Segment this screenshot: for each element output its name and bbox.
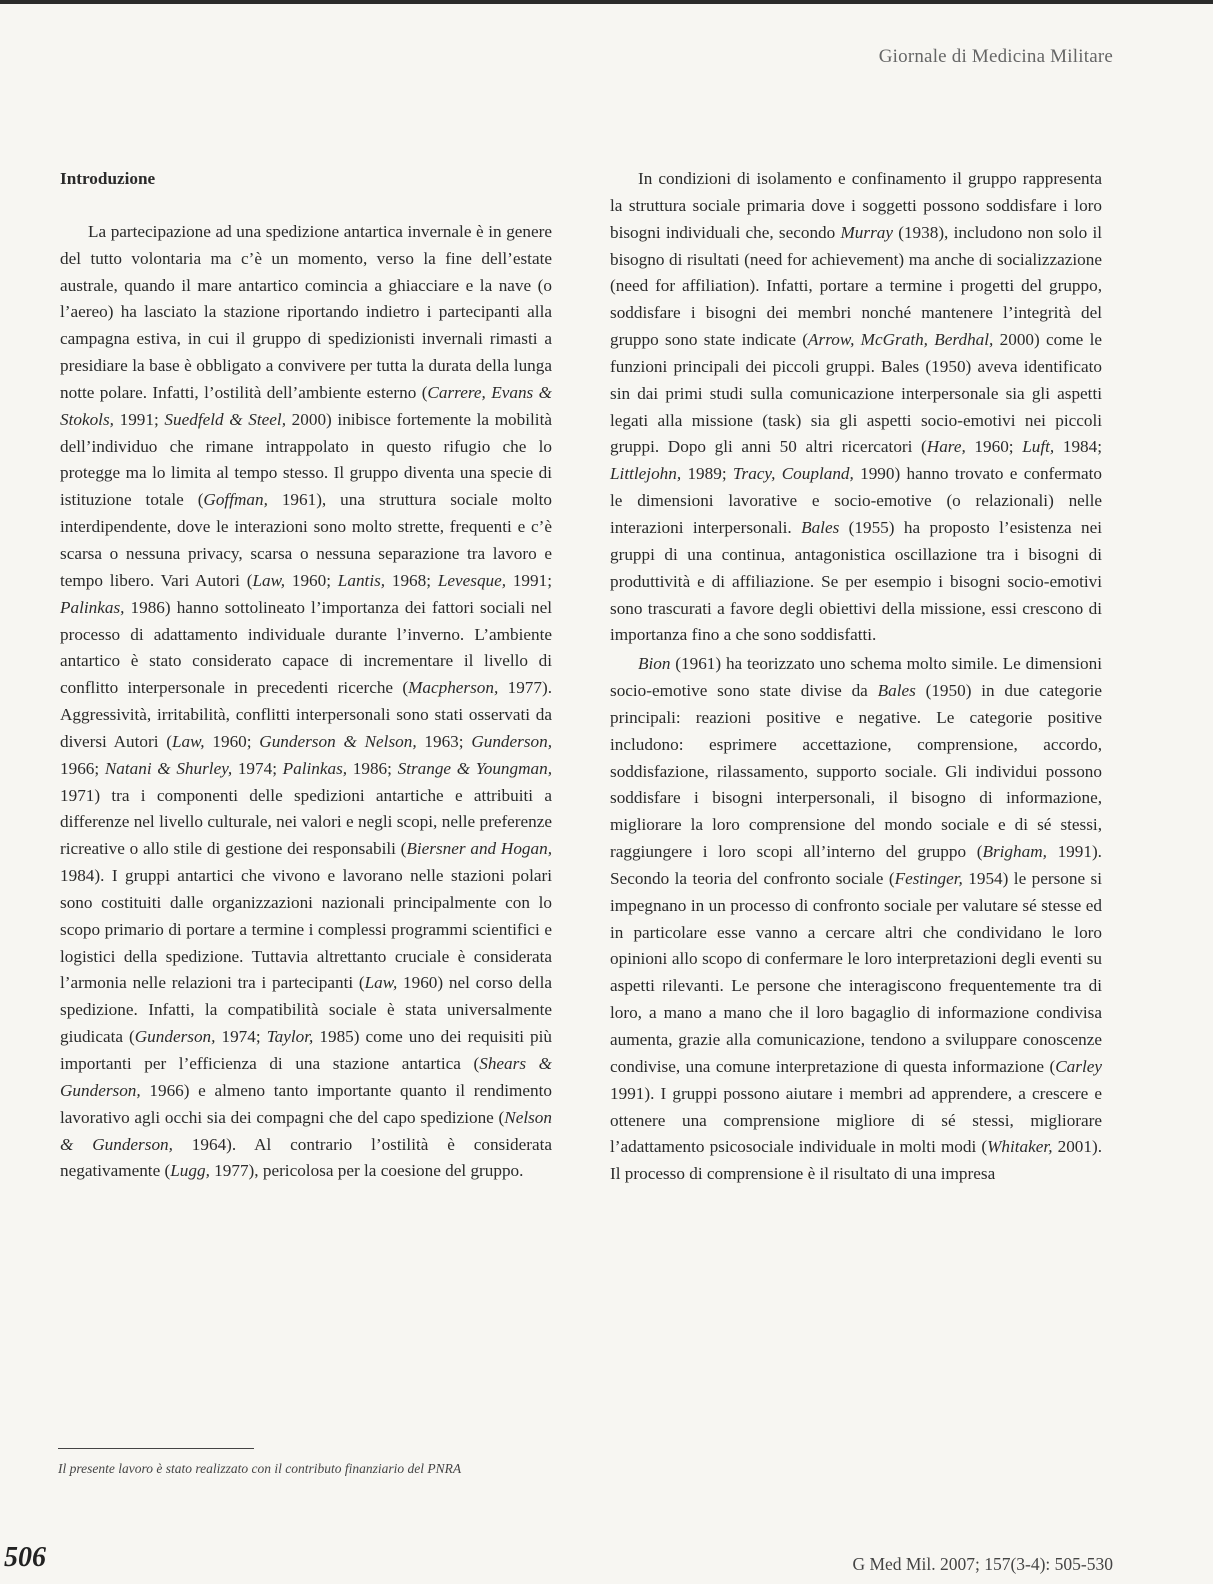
citation-author: Goffman, (203, 490, 268, 510)
citation-author: Festinger, (894, 868, 963, 888)
text-run: 1960; (965, 437, 1023, 457)
text-run: 1968; (385, 570, 438, 590)
citation-author: Tracy, Coupland, (732, 464, 854, 484)
text-run: 1990) hanno trovato e confermato le dimensioni lavorative e socio-emotive (o relazionali) nelle interazioni interpersonali. (610, 464, 1102, 537)
citation-author: Whitaker, (987, 1137, 1053, 1157)
text-run: (1950) in due categorie principali: reazioni positive e negative. Le categorie positive includono: esprimere accettazione, comprensione, accordo, soddisfazione, rilassamento, supporto sociale. Gli individui possono soddisfare i bisogni interpersonali, il bisogno di informazione, migliorare la loro comprensione del mondo sociale e di sé stessi, raggiungere i loro scopi all’interno del gruppo ( (610, 681, 1102, 862)
citation-author: Gunderson, (471, 731, 552, 751)
text-run: 1991). I gruppi possono aiutare i membri ad apprendere, a crescere e ottenere una comprensione migliore di sé stessi, migliorare l’adattamento psicosociale individuale in molti modi ( (610, 1083, 1102, 1157)
citation-author: Brigham, (982, 842, 1047, 862)
text-run: 1963; (416, 731, 472, 751)
footnote: Il presente lavoro è stato realizzato con il contributo finanziario del PNRA (58, 1461, 462, 1476)
journal-citation: G Med Mil. 2007; 157(3-4): 505-530 (852, 1554, 1113, 1574)
text-run: (1961) ha teorizzato uno schema molto simile. Le dimensioni socio-emotive sono state divise da (610, 654, 1102, 701)
citation-author: Littlejohn, (610, 464, 682, 484)
citation-author: Murray (840, 222, 893, 242)
paragraph (610, 651, 1102, 1188)
text-run: 1989; (681, 464, 733, 484)
text-run: 1977), pericolosa per la coesione del gruppo. (209, 1161, 524, 1181)
citation-author: Macpherson, (408, 678, 499, 698)
citation-author: Bales (877, 681, 916, 701)
citation-author: Lugg, (170, 1161, 210, 1181)
text-run: 1954) le persone si impegnano in un processo di confronto sociale per valutare sé stesse ed in particolare esse vanno a cercare altri che condividano le loro opinioni allo scopo di confermare le loro interpretazioni degli eventi su aspetti rilevanti. Le persone che interagiscono frequentemente tra di loro, a mano a mano che il loro bagaglio di informazione condivisa aumenta, grazie alla comunicazione, tendono a sviluppare conoscenze condivise, una comune interpretazione di questa informazione ( (610, 868, 1102, 1076)
citation-author: Carrere, Evans & Stokols, (60, 382, 552, 429)
citation-author: Luft, (1022, 437, 1055, 457)
text-run: 1985) come uno dei requisiti più importanti per l’efficienza di una stazione antartica ( (60, 1027, 553, 1073)
text-run: 1984). I gruppi antartici che vivono e lavorano nelle stazioni polari sono costituiti dalle organizzazioni nazionali principalmente con lo scopo primario di portare a termine i complessi programmi scientifici e logistici della spedizione. Tuttavia altrettanto cruciale è considerata l’armonia nelle relazioni tra i partecipanti ( (60, 866, 552, 993)
page-number: 506 (4, 1542, 46, 1573)
text-run: 2000) inibisce fortemente la mobilità dell’individuo che rimane intrappolato in questo rifugio che lo protegge ma lo limita al tempo stesso. Il gruppo diventa una specie di istituzione totale ( (60, 409, 552, 510)
text-run: 1971) tra i componenti delle spedizioni antartiche e attribuiti a differenze nel livello culturale, nei valori e negli scopi, nelle preferenze ricreative o allo stile di gestione dei responsabili ( (60, 785, 552, 859)
citation-author: Law, (252, 570, 286, 590)
text-run: 1966) e almeno tanto importante quanto il rendimento lavorativo agli occhi sia dei compagni che del capo spedizione ( (60, 1080, 552, 1127)
text-run: 1974; (215, 1027, 267, 1047)
citation-author: Suedfeld & Steel, (164, 409, 286, 429)
right-column (610, 166, 1102, 1188)
paragraph (610, 166, 1102, 649)
section-title: Introduzione (60, 169, 156, 188)
paragraph (60, 219, 552, 1185)
citation-author: Law, (171, 731, 205, 751)
text-run: (1955) ha proposto l’esistenza nei gruppi di una continua, antagonistica oscillazione tra i bisogni di produttività e di affiliazione. Se per esempio i bisogni socio-emotivi sono trascurati a favore degli obiettivi della missione, essi crescono di importanza fino a che sono soddisfatti. (610, 517, 1103, 645)
citation-author: Shears & Gunderson, (60, 1054, 552, 1100)
text-run: 1960; (204, 731, 260, 751)
citation-author: Natani & Shurley, (104, 758, 233, 778)
citation-author: Lantis, (337, 570, 386, 590)
text-run: 1964). Al contrario l’ostilità è considerata negativamente ( (60, 1134, 553, 1181)
text-run: 1960; (285, 570, 338, 590)
citation-author: Biersner and Hogan, (406, 839, 552, 859)
text-run: 1991; (113, 409, 165, 429)
citation-author: Taylor, (266, 1027, 314, 1047)
citation-author: Arrow, McGrath, Berdhal, (808, 330, 994, 350)
text-run: 1986; (347, 758, 398, 778)
left-column (60, 166, 552, 1185)
citation-author: Palinkas, (282, 758, 348, 778)
text-run: 1974; (232, 758, 283, 778)
citation-author: Law, (364, 973, 398, 993)
citation-author: Hare, (926, 437, 966, 457)
text-run: 1986) hanno sottolineato l’importanza dei fattori sociali nel processo di adattamento individuale durante l’inverno. L’ambiente antartico è stato considerato capace di incrementare il livello di conflitto interpersonale in precedenti ricerche ( (60, 597, 552, 698)
citation-author: Carley (1055, 1056, 1102, 1076)
top-rule (0, 0, 1213, 4)
citation-author: Gunderson & Nelson, (259, 731, 417, 751)
text-run: 1991). Secondo la teoria del confronto sociale ( (610, 842, 1102, 888)
text-run: 1984; (1054, 437, 1102, 457)
text-run: 2001). Il processo di comprensione è il risultato di una impresa (610, 1137, 1102, 1184)
citation-author: Nelson & Gunderson, (60, 1107, 552, 1154)
citation-author: Bion (638, 654, 671, 674)
footnote-rule (58, 1448, 254, 1449)
citation-author: Levesque, (437, 570, 507, 590)
citation-author: Gunderson, (134, 1027, 216, 1047)
journal-header: Giornale di Medicina Militare (878, 46, 1113, 67)
citation-author: Strange & Youngman, (397, 758, 553, 778)
text-run: (1938), includono non solo il bisogno di risultati (need for achievement) ma anche di socializzazione (need for affiliation). Infatti, portare a termine i progetti del gruppo, soddisfare i bisogni dei membri nonché mantenere l’integrità del gruppo sono state indicate ( (610, 222, 1102, 350)
text-run: La partecipazione ad una spedizione antartica invernale è in genere del tutto volontaria ma c’è un momento, verso la fine dell’estate australe, quando il mare antartico comincia a ghiacciare e la nave (o l’aereo) ha lasciato la stazione riportando indietro i partecipanti alla campagna estiva, in cui il gruppo di spedizionisti invernali rimasti a presidiare la base è obbligato a convivere per tutta la durata della lunga notte polare. Infatti, l’ostilità dell’ambiente esterno ( (60, 221, 552, 402)
citation-author: Palinkas, (60, 597, 125, 617)
text-run: 2000) come le funzioni principali dei piccoli gruppi. Bales (1950) aveva identificato sin dai primi studi sulla comunicazione interpersonale sia gli aspetti legati alla missione (task) sia gli aspetti socio-emotivi nei piccoli gruppi. Dopo gli anni 50 altri ricercatori ( (610, 330, 1102, 457)
text-run: 1961), una struttura sociale molto interdipendente, dove le interazioni sono molto strette, frequenti e c’è scarsa o nessuna privacy, scarsa o nessuna separazione tra lavoro e tempo libero. Vari Autori ( (60, 490, 552, 590)
text-run: 1991; (506, 570, 552, 590)
text-run: In condizioni di isolamento e confinamento il gruppo rappresenta la struttura sociale primaria dove i soggetti possono soddisfare i loro bisogni individuali che, secondo (610, 169, 1102, 242)
text-run: 1960) nel corso della spedizione. Infatti, la compatibilità sociale è stata universalmente giudicata ( (60, 973, 552, 1047)
citation-author: Bales (801, 517, 840, 537)
text-run: 1977). Aggressività, irritabilità, conflitti interpersonali sono stati osservati da diversi Autori ( (60, 678, 552, 751)
text-run: 1966; (60, 758, 105, 778)
